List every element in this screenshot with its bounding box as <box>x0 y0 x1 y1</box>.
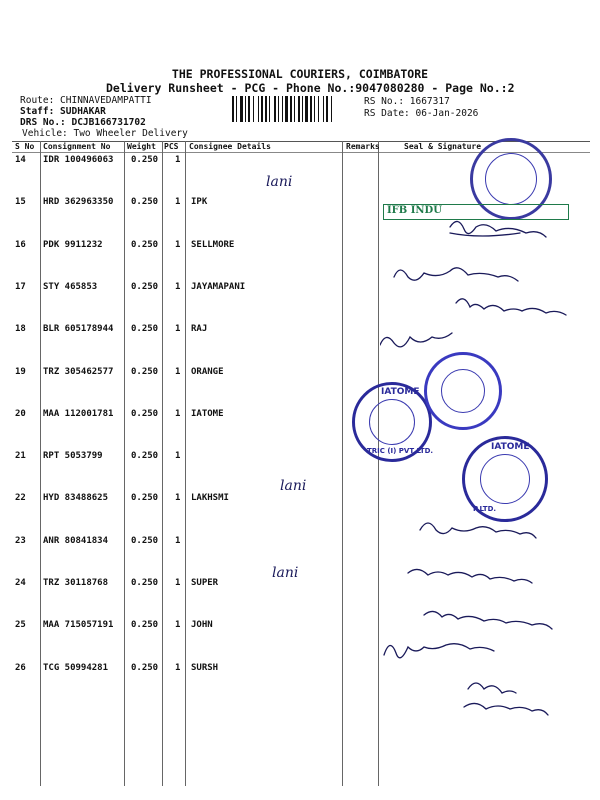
iatome-stamp-subtitle: P.LTD. <box>473 505 497 513</box>
row-weight: 0.250 <box>131 155 159 165</box>
row-consignee: RAJ <box>191 324 208 334</box>
row-sno: 15 <box>15 197 26 207</box>
rs-date: RS Date: 06-Jan-2026 <box>364 108 479 119</box>
row-sno: 22 <box>15 493 26 503</box>
row-weight: 0.250 <box>131 578 159 588</box>
row-weight: 0.250 <box>131 493 159 503</box>
row-consignment-no: TCG 50994281 <box>43 663 109 673</box>
row-sno: 23 <box>15 536 26 546</box>
row-weight: 0.250 <box>131 620 159 630</box>
row-consignee: ORANGE <box>191 367 224 377</box>
row-sno: 18 <box>15 324 26 334</box>
row-sno: 26 <box>15 663 26 673</box>
row-consignee: SELLMORE <box>191 240 235 250</box>
row-consignee: LAKHSMI <box>191 493 229 503</box>
row-consignment-no: PDK 9911232 <box>43 240 103 250</box>
route-label: Route: CHINNAVEDAMPATTI <box>20 95 152 106</box>
row-consignee: SURSH <box>191 663 219 673</box>
row-consignment-no: BLR 605178944 <box>43 324 114 334</box>
row-sno: 24 <box>15 578 26 588</box>
row-consignment-no: TRZ 30118768 <box>43 578 109 588</box>
row-weight: 0.250 <box>131 367 159 377</box>
ifb-stamp-text: IFB INDU <box>387 205 442 216</box>
row-consignee: SUPER <box>191 578 219 588</box>
vehicle-label: Vehicle: Two Wheeler Delivery <box>22 128 188 139</box>
row-weight: 0.250 <box>131 536 159 546</box>
row-pcs: 1 <box>175 663 181 673</box>
row-consignment-no: HYD 83488625 <box>43 493 109 503</box>
drs-number: DRS No.: DCJB166731702 <box>20 117 146 128</box>
row-pcs: 1 <box>175 409 181 419</box>
iatome-stamp-title: IATOME <box>381 387 420 397</box>
row-consignment-no: IDR 100496063 <box>43 155 114 165</box>
row-pcs: 1 <box>175 451 181 461</box>
barcode <box>232 96 360 122</box>
col-header-weight: Weight <box>127 142 156 151</box>
row-weight: 0.250 <box>131 282 159 292</box>
col-divider <box>185 141 186 786</box>
row-sno: 17 <box>15 282 26 292</box>
company-title: THE PROFESSIONAL COURIERS, COIMBATORE <box>171 67 429 81</box>
row-pcs: 1 <box>175 240 181 250</box>
row-sno: 21 <box>15 451 26 461</box>
handwritten-mark: lani <box>266 174 293 190</box>
iatome-stamp-title: IATOME <box>491 442 530 452</box>
col-header-consignment: Consignment No <box>43 142 111 151</box>
row-sno: 20 <box>15 409 26 419</box>
row-consignment-no: RPT 5053799 <box>43 451 103 461</box>
row-consignee: JAYAMAPANI <box>191 282 246 292</box>
handwritten-mark: lani <box>272 565 299 581</box>
row-pcs: 1 <box>175 536 181 546</box>
row-consignment-no: MAA 715057191 <box>43 620 114 630</box>
row-pcs: 1 <box>175 620 181 630</box>
row-pcs: 1 <box>175 324 181 334</box>
row-weight: 0.250 <box>131 409 159 419</box>
row-sno: 19 <box>15 367 26 377</box>
staff-label: Staff: SUDHAKAR <box>20 106 106 117</box>
row-pcs: 1 <box>175 367 181 377</box>
row-pcs: 1 <box>175 493 181 503</box>
iatome-stamp-subtitle: TRIC (I) PVT LTD. <box>367 447 434 455</box>
row-sno: 25 <box>15 620 26 630</box>
row-consignment-no: HRD 362963350 <box>43 197 114 207</box>
row-consignee: JOHN <box>191 620 213 630</box>
col-header-remarks: Remarks <box>346 142 380 151</box>
row-pcs: 1 <box>175 578 181 588</box>
iatome-stamp <box>462 436 548 522</box>
col-header-seal: Seal & Signature <box>404 142 482 151</box>
col-divider <box>342 141 343 786</box>
col-header-sno: S No <box>15 142 35 151</box>
row-weight: 0.250 <box>131 451 159 461</box>
col-divider <box>162 141 163 786</box>
handwritten-mark: lani <box>280 478 307 494</box>
rs-number: RS No.: 1667317 <box>364 96 450 107</box>
col-divider <box>40 141 41 786</box>
row-consignment-no: MAA 112001781 <box>43 409 114 419</box>
row-pcs: 1 <box>175 155 181 165</box>
round-seal-stamp <box>424 352 502 430</box>
row-weight: 0.250 <box>131 324 159 334</box>
row-sno: 14 <box>15 155 26 165</box>
row-weight: 0.250 <box>131 240 159 250</box>
col-divider <box>124 141 125 786</box>
col-divider <box>378 141 379 786</box>
row-weight: 0.250 <box>131 197 159 207</box>
runsheet-subtitle: Delivery Runsheet - PCG - Phone No.:9047080280 - Page No.:2 <box>106 81 515 95</box>
row-pcs: 1 <box>175 197 181 207</box>
row-consignment-no: TRZ 305462577 <box>43 367 114 377</box>
row-sno: 16 <box>15 240 26 250</box>
col-header-consignee: Consignee Details <box>189 142 271 151</box>
col-header-pcs: PCS <box>164 142 179 151</box>
row-consignee: IATOME <box>191 409 224 419</box>
row-pcs: 1 <box>175 282 181 292</box>
iatome-stamp <box>352 382 432 462</box>
row-consignment-no: ANR 80841834 <box>43 536 109 546</box>
row-weight: 0.250 <box>131 663 159 673</box>
row-consignment-no: STY 465853 <box>43 282 98 292</box>
row-consignee: IPK <box>191 197 208 207</box>
